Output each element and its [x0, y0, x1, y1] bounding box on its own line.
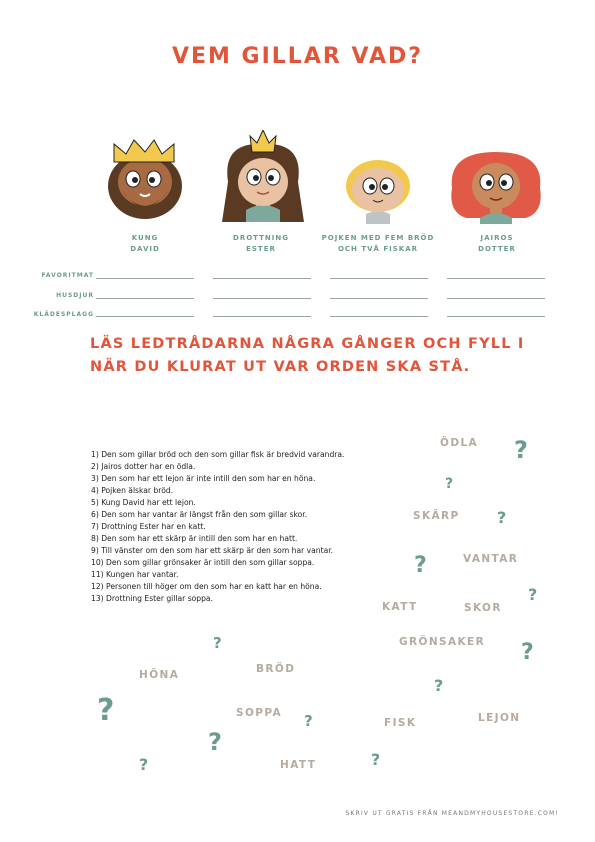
- boy-illustration: [340, 158, 416, 224]
- row-label-kladesplagg: KLÄDESPLAGG: [33, 311, 94, 318]
- word-hatt: HATT: [280, 759, 317, 771]
- clue-item: 1) Den som gillar bröd och den som gillar fisk är bredvid varandra.: [91, 450, 345, 459]
- row-label-husdjur: HUSDJUR: [56, 292, 94, 299]
- word-lejon: LEJON: [478, 712, 521, 724]
- word-katt: KATT: [382, 601, 418, 613]
- crown-icon: [114, 140, 174, 162]
- clue-item: 8) Den som har ett skärp är intill den som har en hatt.: [91, 534, 298, 543]
- clue-item: 9) Till vänster om den som har ett skärp är den som har vantar.: [91, 546, 334, 555]
- answer-line[interactable]: [447, 298, 545, 299]
- character-name-queen-ester: [201, 233, 321, 255]
- question-mark-icon: ?: [97, 693, 115, 728]
- answer-line[interactable]: [213, 298, 311, 299]
- clue-list: [91, 449, 391, 605]
- question-mark-icon: ?: [139, 755, 149, 774]
- jairos-daughter-illustration: [446, 148, 546, 224]
- answer-line[interactable]: [330, 298, 428, 299]
- word-soppa: SOPPA: [236, 707, 283, 719]
- answer-line[interactable]: [330, 278, 428, 279]
- clue-item: 4) Pojken älskar bröd.: [91, 486, 174, 495]
- answer-line[interactable]: [96, 316, 194, 317]
- answer-line[interactable]: [213, 316, 311, 317]
- answer-line[interactable]: [96, 298, 194, 299]
- character-name-line: DROTTNING: [233, 234, 289, 242]
- word-skor: SKOR: [464, 602, 502, 614]
- clue-item: 7) Drottning Ester har en katt.: [91, 522, 206, 531]
- word-hona: HÖNA: [139, 669, 180, 681]
- clue-item: 6) Den som har vantar är längst från den som gillar skor.: [91, 510, 308, 519]
- answer-line[interactable]: [447, 316, 545, 317]
- character-name-boy: [318, 233, 438, 255]
- instructions: [90, 333, 530, 379]
- queen-ester-illustration: [218, 130, 308, 224]
- character-name-line: OCH TVÅ FISKAR: [337, 245, 419, 253]
- king-david-illustration: [100, 138, 190, 224]
- question-mark-icon: ?: [497, 508, 507, 527]
- instructions-line: NÄR DU KLURAT UT VAR ORDEN SKA STÅ.: [90, 359, 471, 375]
- question-mark-icon: ?: [213, 634, 222, 652]
- question-mark-icon: ?: [445, 476, 454, 492]
- character-name-king-david: [85, 233, 205, 255]
- word-odla: ÖDLA: [440, 437, 479, 449]
- row-label-favoritmat: FAVORITMAT: [41, 272, 94, 279]
- word-vantar: VANTAR: [463, 553, 519, 565]
- clue-item: 11) Kungen har vantar.: [91, 570, 179, 579]
- clue-item: 3) Den som har ett lejon är inte intill den som har en höna.: [91, 474, 316, 483]
- word-fisk: FISK: [384, 717, 417, 729]
- character-name-line: ESTER: [246, 245, 276, 253]
- character-name-line: POJKEN MED FEM BRÖD: [321, 234, 435, 242]
- question-mark-icon: ?: [304, 712, 313, 730]
- word-gronsaker: GRÖNSAKER: [399, 636, 486, 648]
- question-mark-icon: ?: [514, 436, 528, 464]
- page-title: VEM GILLAR VAD?: [171, 44, 424, 69]
- answer-line[interactable]: [330, 316, 428, 317]
- question-mark-icon: ?: [414, 553, 427, 578]
- character-name-jairos-daughter: [437, 233, 557, 255]
- character-name-line: KUNG: [131, 234, 159, 242]
- clue-item: 12) Personen till höger om den som har en katt har en höna.: [91, 582, 322, 591]
- question-mark-icon: ?: [371, 750, 381, 769]
- clue-item: 2) Jairos dotter har en ödla.: [91, 462, 196, 471]
- answer-line[interactable]: [96, 278, 194, 279]
- crown-icon: [250, 130, 276, 152]
- word-brod: BRÖD: [256, 663, 296, 675]
- clue-item: 13) Drottning Ester gillar soppa.: [91, 594, 214, 603]
- question-mark-icon: ?: [521, 640, 534, 665]
- question-mark-icon: ?: [528, 585, 538, 604]
- question-mark-icon: ?: [434, 676, 444, 695]
- clue-item: 5) Kung David har ett lejon.: [91, 498, 196, 507]
- answer-line[interactable]: [447, 278, 545, 279]
- question-mark-icon: ?: [208, 728, 222, 756]
- answer-line[interactable]: [213, 278, 311, 279]
- character-name-line: DAVID: [130, 245, 160, 253]
- character-name-line: DOTTER: [478, 245, 516, 253]
- word-skarp: SKÄRP: [413, 510, 460, 522]
- footer-credit: SKRIV UT GRATIS FRÅN MEANDMYHOUSESTORE.COM!: [345, 810, 559, 817]
- character-name-line: JAIROS: [480, 234, 514, 242]
- instructions-line: LÄS LEDTRÅDARNA NÅGRA GÅNGER OCH FYLL I: [90, 336, 525, 352]
- clue-item: 10) Den som gillar grönsaker är intill den som gillar soppa.: [91, 558, 315, 567]
